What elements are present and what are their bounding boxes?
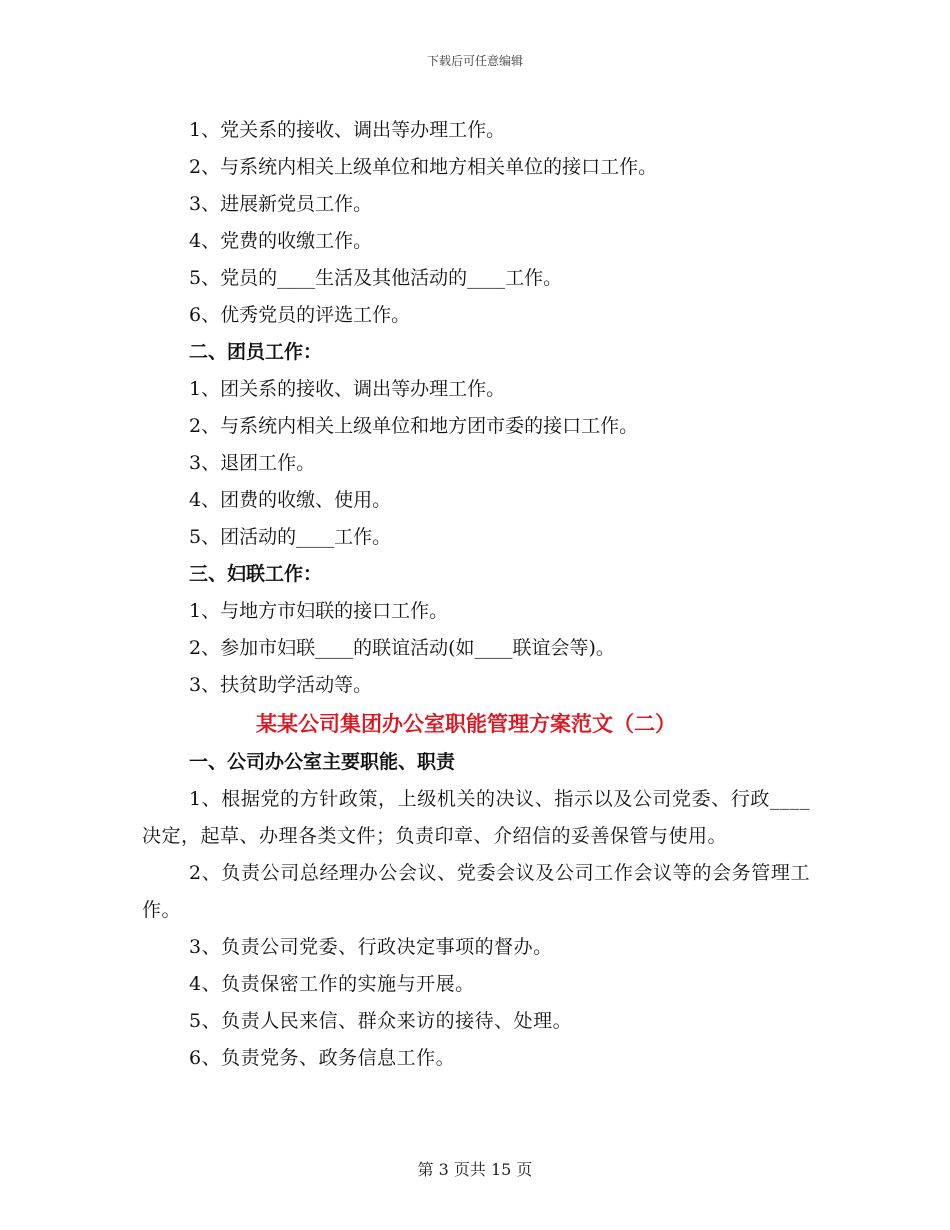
list-item: 5、团活动的____工作。 — [189, 526, 392, 548]
paragraph: 3、负责公司党委、行政决定事项的督办。 — [189, 936, 553, 958]
page-footer: 第 3 页共 15 页 — [417, 1160, 533, 1179]
list-item: 2、参加市妇联____的联谊活动(如____联谊会等)。 — [189, 637, 615, 659]
section-heading: 一、公司办公室主要职能、职责 — [189, 751, 456, 773]
paragraph: 6、负责党务、政务信息工作。 — [189, 1047, 456, 1069]
list-item: 1、与地方市妇联的接口工作。 — [189, 600, 449, 622]
list-item: 1、团关系的接收、调出等办理工作。 — [189, 378, 506, 400]
document-body — [142, 112, 810, 1077]
section-heading: 三、妇联工作： — [189, 563, 323, 585]
document-title: 某某公司集团办公室职能管理方案范文（二） — [256, 711, 676, 736]
paragraph: 1、根据党的方针政策，上级机关的决议、指示以及公司党委、行政____决定，起草、办理各类文件；负责印章、介绍信的妥善保管与使用。 — [142, 788, 810, 847]
list-item: 5、党员的____生活及其他活动的____工作。 — [189, 267, 563, 289]
list-item: 3、进展新党员工作。 — [189, 193, 373, 215]
paragraph: 2、负责公司总经理办公会议、党委会议及公司工作会议等的会务管理工作。 — [142, 862, 810, 921]
list-item: 3、扶贫助学活动等。 — [189, 674, 373, 696]
list-item: 4、团费的收缴、使用。 — [189, 489, 392, 511]
paragraph: 4、负责保密工作的实施与开展。 — [189, 973, 475, 995]
section-heading: 二、团员工作： — [189, 341, 323, 363]
list-item: 4、党费的收缴工作。 — [189, 230, 373, 252]
list-item: 3、退团工作。 — [189, 452, 316, 474]
list-item: 1、党关系的接收、调出等办理工作。 — [189, 119, 506, 141]
page-header: 下载后可任意编辑 — [426, 54, 523, 68]
paragraph: 5、负责人民来信、群众来访的接待、处理。 — [189, 1010, 573, 1032]
list-item: 2、与系统内相关上级单位和地方相关单位的接口工作。 — [189, 156, 658, 178]
list-item: 6、优秀党员的评选工作。 — [189, 304, 411, 326]
list-item: 2、与系统内相关上级单位和地方团市委的接口工作。 — [189, 415, 639, 437]
